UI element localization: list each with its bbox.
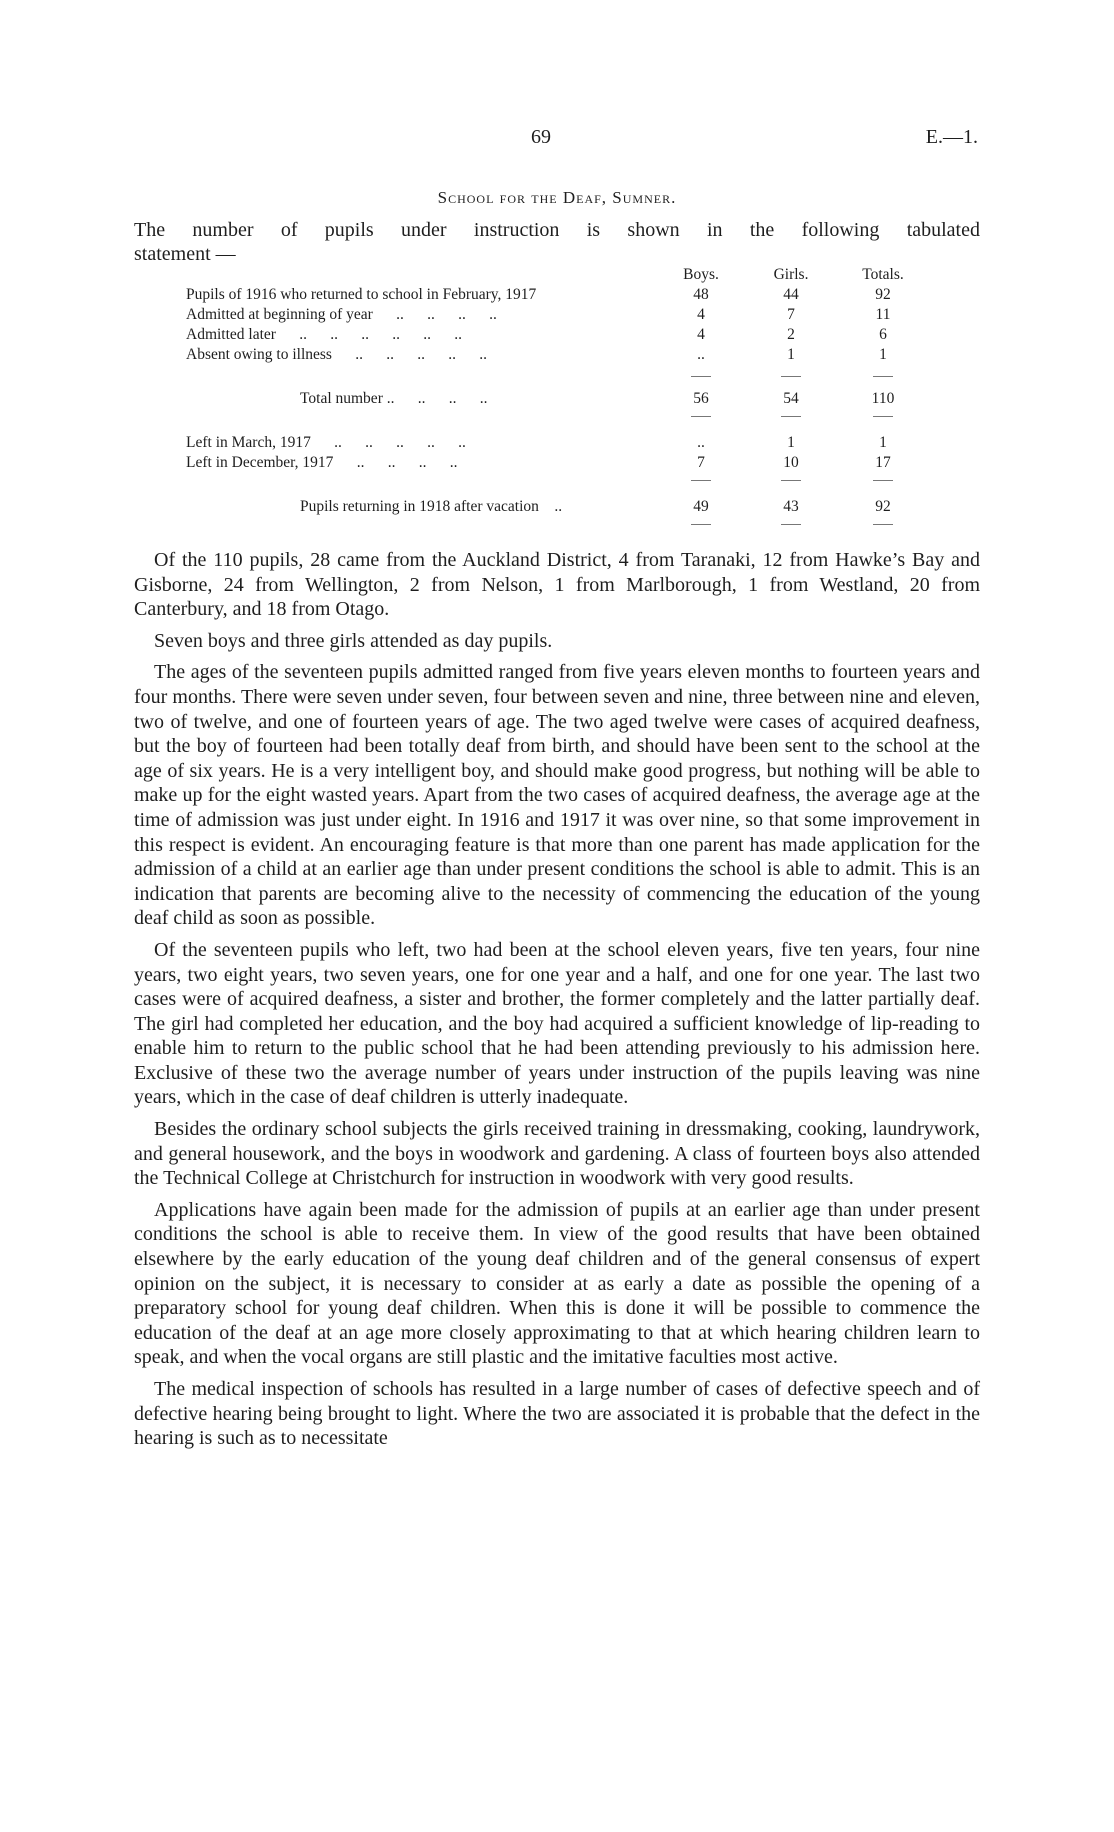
row-label: Total number .. .. .. .. xyxy=(300,390,488,407)
row-girls: 2 xyxy=(787,326,795,343)
sum-rule xyxy=(873,376,893,377)
sum-rule xyxy=(781,376,801,377)
sum-rule xyxy=(781,416,801,417)
row-label: Left in December, 1917 .. .. .. .. xyxy=(186,454,458,471)
table-row xyxy=(186,306,916,326)
row-boys: 56 xyxy=(693,390,709,407)
sum-rule xyxy=(873,524,893,525)
row-totals: 11 xyxy=(875,306,891,323)
sum-rule xyxy=(691,376,711,377)
row-girls: 43 xyxy=(783,498,799,515)
table-row xyxy=(186,454,916,474)
row-girls: 1 xyxy=(787,434,795,451)
row-boys: .. xyxy=(697,346,705,363)
page-header xyxy=(0,126,1114,156)
intro-line-2: statement — xyxy=(134,243,236,265)
paragraph: Seven boys and three girls attended as day pupils. xyxy=(154,629,553,652)
section-title: School for the Deaf, Sumner. xyxy=(437,188,677,207)
row-totals: 1 xyxy=(879,434,887,451)
document-code: E.—1. xyxy=(925,126,978,148)
page-number: 69 xyxy=(531,126,551,148)
column-header-boys: Boys. xyxy=(683,266,719,283)
row-girls: 44 xyxy=(783,286,799,303)
row-boys: 4 xyxy=(697,306,705,323)
intro-line-1: The number of pupils under instruction is shown in the following tabulated xyxy=(134,219,980,241)
row-leader-dots: .. .. .. .. .. .. xyxy=(299,326,462,343)
row-leader-dots: .. .. .. .. .. xyxy=(355,346,487,363)
row-label: Admitted at beginning of year .. .. .. .. xyxy=(186,306,497,323)
row-totals: 6 xyxy=(879,326,887,343)
table-row xyxy=(186,498,916,518)
row-boys: 4 xyxy=(697,326,705,343)
row-totals: 92 xyxy=(875,498,891,515)
paragraph: The ages of the seventeen pupils admitted ranged from five years eleven months to fourteen years and four months. There were seven under seven, four between seven and nine, three between nine and eleven, two of twelve, and one of fourteen years of age. The two aged twelve were cases of acquired deafness, but the boy of fourteen had been totally deaf from birth, and should have been sent to the school at the age of six years. He is a very intelligent boy, and should make good progress, but nothing will be able to make up for the eight wasted years. Apart from the two cases of acquired deafness, the average age at the time of admission was just under eight. In 1916 and 1917 it was over nine, so that some improvement in this respect is evident. An encouraging feature is that more than one parent has made application for the admission of a child at an earlier age than under present conditions the school is able to admit. This is an indication that parents are becoming alive to the necessity of commencing the education of the young deaf child as soon as possible. xyxy=(134,661,980,930)
row-totals: 110 xyxy=(871,390,895,407)
row-leader-dots: .. .. .. xyxy=(417,390,488,407)
paragraph: Of the 110 pupils, 28 came from the Auckland District, 4 from Taranaki, 12 from Hawke’s Bay and Gisborne, 24 from Wellington, 2 from Nelson, 1 from Marlborough, 1 from Westland, 20 from Canterbury, and 18 from Otago. xyxy=(134,549,980,621)
row-label: Left in March, 1917 .. .. .. .. .. xyxy=(186,434,466,451)
row-girls: 7 xyxy=(787,306,795,323)
sum-rule xyxy=(781,524,801,525)
table-row xyxy=(186,390,916,410)
row-leader-dots: .. .. .. .. .. xyxy=(334,434,466,451)
sum-rule xyxy=(873,480,893,481)
row-boys: .. xyxy=(697,434,705,451)
table-header xyxy=(186,266,916,286)
sum-rule xyxy=(781,480,801,481)
sum-rule xyxy=(873,416,893,417)
column-header-totals: Totals. xyxy=(862,266,904,283)
row-boys: 7 xyxy=(697,454,705,471)
row-totals: 92 xyxy=(875,286,891,303)
table-row xyxy=(186,326,916,346)
row-boys: 49 xyxy=(693,498,709,515)
table-row xyxy=(186,286,916,306)
row-boys: 48 xyxy=(693,286,709,303)
sum-rule xyxy=(691,524,711,525)
paragraph: Besides the ordinary school subjects the girls received training in dressmaking, cooking, laundrywork, and general housework, and the boys in woodwork and gardening. A class of fourteen boys also attended the Technical College at Christchurch for instruction in woodwork with very good results. xyxy=(134,1118,980,1190)
row-leader-dots: .. .. .. .. xyxy=(396,306,497,323)
row-totals: 1 xyxy=(879,346,887,363)
row-girls: 1 xyxy=(787,346,795,363)
paragraph: Applications have again been made for the admission of pupils at an earlier age than under present conditions the school is able to receive them. In view of the good results that have been obtained elsewhere by the early education of the young deaf children and of the general consensus of expert opinion on the subject, it is necessary to consider at as early a date as possible the opening of a preparatory school for young deaf children. When this is done it will be possible to commence the education of the deaf at an age more closely approximating to that at which hearing children learn to speak, and when the vocal organs are still plastic and the imitative faculties most active. xyxy=(134,1198,980,1369)
row-girls: 54 xyxy=(783,390,799,407)
row-leader-dots: .. xyxy=(554,498,563,515)
paragraph: The medical inspection of schools has resulted in a large number of cases of defective speech and of defective hearing being brought to light. Where the two are associated it is probable that the defect in the hearing is such as to necessitate xyxy=(134,1378,980,1450)
row-label: Admitted later .. .. .. .. .. .. xyxy=(186,326,462,343)
column-header-girls: Girls. xyxy=(773,266,809,283)
row-girls: 10 xyxy=(783,454,799,471)
row-label: Pupils returning in 1918 after vacation .. xyxy=(300,498,563,515)
row-label: Absent owing to illness .. .. .. .. .. xyxy=(186,346,487,363)
row-totals: 17 xyxy=(875,454,891,471)
table-row xyxy=(186,346,916,366)
row-leader-dots: .. .. .. .. xyxy=(356,454,458,471)
paragraph: Of the seventeen pupils who left, two had been at the school eleven years, five ten years, four nine years, two eight years, two seven years, one for one year and a half, and one for one year. The last two cases were of acquired deafness, a sister and brother, the former completely and the latter partially deaf. The girl had completed her education, and the boy had acquired a sufficient knowledge of lip-reading to enable him to return to the public school that he had been attending previously to his admission here. Exclusive of these two the average number of years under instruction of the pupils leaving was nine years, which in the case of deaf children is utterly inadequate. xyxy=(134,938,980,1109)
body-text xyxy=(134,548,980,1458)
sum-rule xyxy=(691,480,711,481)
table-row xyxy=(186,434,916,454)
sum-rule xyxy=(691,416,711,417)
row-label: Pupils of 1916 who returned to school in February, 1917 xyxy=(186,286,537,303)
